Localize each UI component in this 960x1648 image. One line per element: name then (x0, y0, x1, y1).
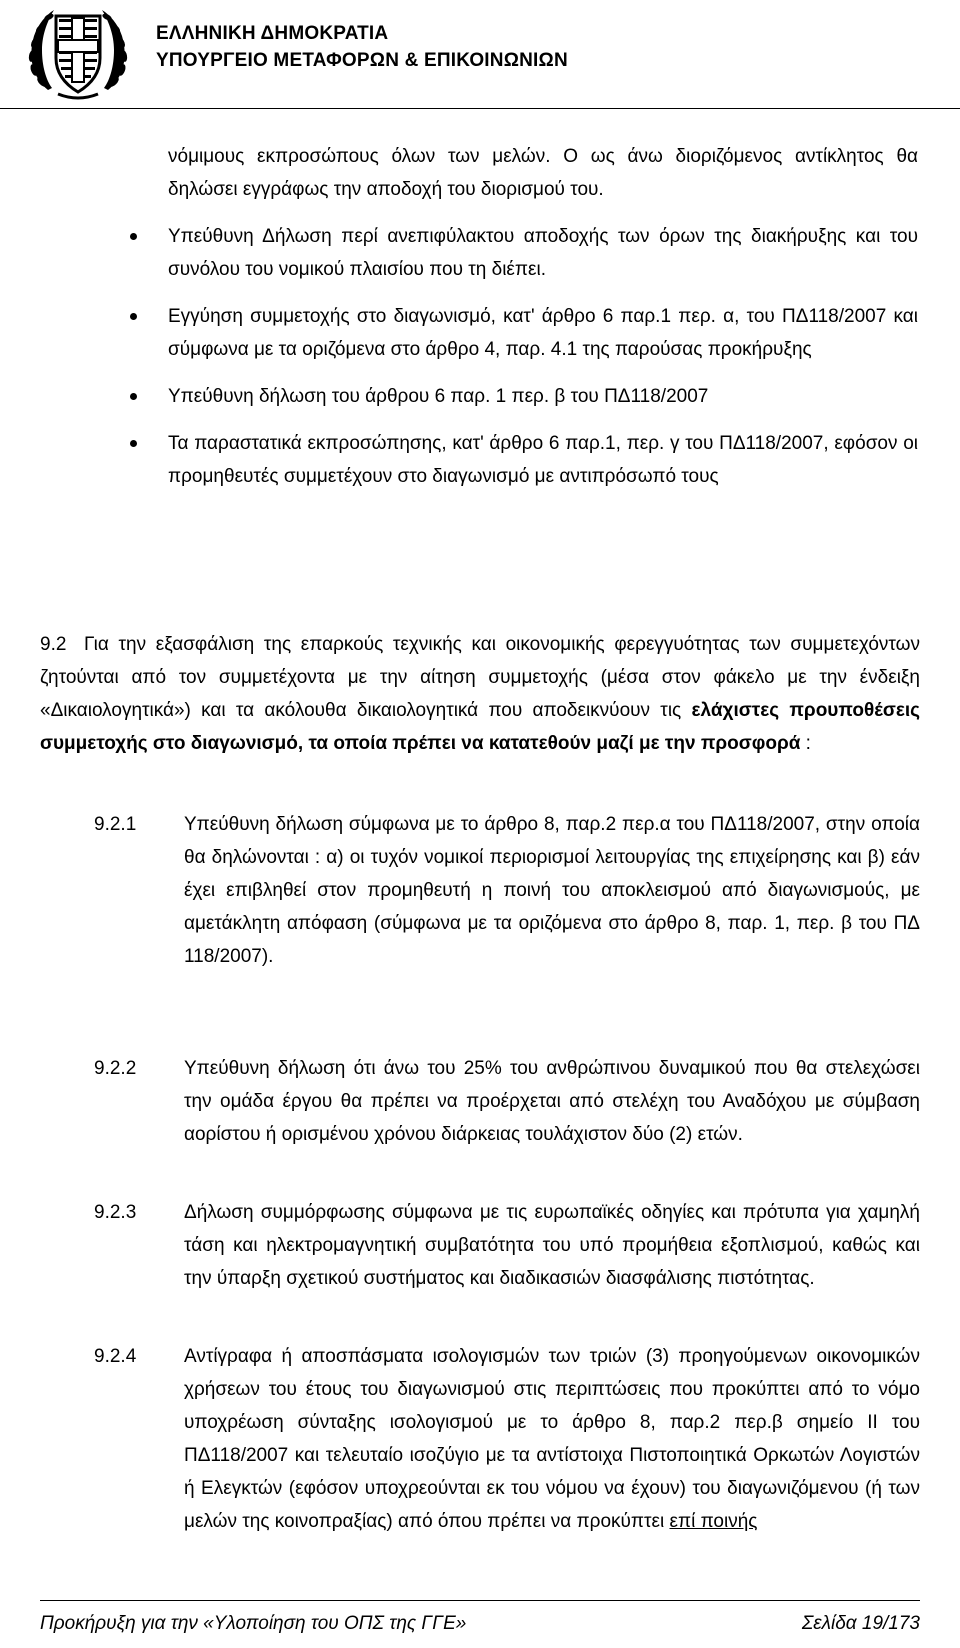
subsection-number: 9.2.4 (94, 1346, 137, 1367)
bullet-icon (130, 440, 137, 447)
list-item (130, 427, 918, 493)
document-bullet-list (130, 140, 918, 507)
subsection-text: Δήλωση συμμόρφωσης σύμφωνα με τις ευρωπαϊκές οδηγίες και πρότυπα για χαμηλή τάση και ηλεκτρομαγνητική συμβατότητα του υπό προμήθεια εξοπλισμού, καθώς και την ύπαρξη σχετικού συστήματος και διαδικασιών διασφάλισης πιστότητας. (184, 1202, 920, 1289)
country-name: ΕΛΛΗΝΙΚΗ ΔΗΜΟΚΡΑΤΙΑ (156, 23, 389, 44)
greek-coat-of-arms-icon (18, 2, 138, 102)
subsection-9-2-1 (94, 808, 920, 973)
subsection-text-underlined: επί ποινής (669, 1511, 758, 1532)
footer-divider (40, 1600, 920, 1601)
list-item-text: Τα παραστατικά εκπροσώπησης, κατ' άρθρο 6 παρ.1, περ. γ του ΠΔ118/2007, εφόσον οι προμηθευτές συμμετέχουν στο διαγωνισμό με αντιπρόσωπό τους (168, 433, 918, 487)
list-item (130, 220, 918, 286)
subsection-9-2-3 (94, 1196, 920, 1295)
footer-document-title: Προκήρυξη για την «Υλοποίηση του ΟΠΣ της ΓΓΕ» (40, 1613, 467, 1634)
list-item (130, 140, 918, 206)
subsection-number: 9.2.1 (94, 814, 137, 835)
list-item (130, 300, 918, 366)
section-text: Για την εξασφάλιση της επαρκούς τεχνικής και οικονομικής φερεγγυότητας των συμμετεχόντων ζητούνται από τον συμμετέχοντα με την αίτηση συμμετοχής (μέσα στον φάκελο με την ένδειξη «Δικαιολογητικά») και τα ακόλουθα δικαιολογητικά που αποδεικνύουν τις (40, 634, 920, 721)
list-item-text: Υπεύθυνη Δήλωση περί ανεπιφύλακτου αποδοχής των όρων της διακήρυξης και του συνόλου του νομικού πλαισίου που τη διέπει. (168, 226, 918, 280)
list-item-text: νόμιμους εκπροσώπους όλων των μελών. Ο ως άνω διοριζόμενος αντίκλητος θα δηλώσει εγγράφως την αποδοχή του διορισμού του. (168, 146, 918, 200)
list-item (130, 380, 918, 413)
section-text-end: : (800, 733, 811, 754)
subsection-number: 9.2.3 (94, 1202, 137, 1223)
subsection-number: 9.2.2 (94, 1058, 137, 1079)
subsection-9-2-2 (94, 1052, 920, 1151)
subsection-text: Υπεύθυνη δήλωση σύμφωνα με το άρθρο 8, παρ.2 περ.α του ΠΔ118/2007, στην οποία θα δηλώνονται : α) οι τυχόν νομικοί περιορισμοί λειτουργίας της επιχείρησης και β) εάν έχει επιβληθεί στον προμηθευτή η ποινή του αποκλεισμού από διαγωνισμούς, με αμετάκλητη απόφαση (σύμφωνα με τα οριζόμενα στο άρθρο 8, παρ. 1, περ. β του ΠΔ 118/2007). (184, 814, 920, 967)
list-item-text: Εγγύηση συμμετοχής στο διαγωνισμό, κατ' άρθρο 6 παρ.1 περ. α, του ΠΔ118/2007 και σύμφωνα με τα οριζόμενα στο άρθρο 4, παρ. 4.1 της παρούσας προκήρυξης (168, 306, 918, 360)
subsection-text: Υπεύθυνη δήλωση ότι άνω του 25% του ανθρώπινου δυναμικού που θα στελεχώσει την ομάδα έργου θα πρέπει να προέρχεται από στελέχη του Αναδόχου με σύμβαση αορίστου ή ορισμένου χρόνου διάρκειας τουλάχιστον δύο (2) ετών. (184, 1058, 920, 1145)
bullet-icon (130, 233, 137, 240)
page-header (0, 0, 960, 110)
header-divider (0, 108, 960, 109)
subsection-text-container (184, 1340, 920, 1538)
section-text-bold: ελάχιστες προυποθέσεις συμμετοχής στο διαγωνισμό, τα οποία πρέπει να κατατεθούν μαζί με την προσφορά (40, 700, 920, 754)
section-number: 9.2 (40, 634, 67, 655)
ministry-name: ΥΠΟΥΡΓΕΙΟ ΜΕΤΑΦΟΡΩΝ & ΕΠΙΚΟΙΝΩΝΙΩΝ (156, 50, 568, 71)
page-number: Σελίδα 19/173 (801, 1613, 920, 1634)
bullet-icon (130, 313, 137, 320)
header-text (156, 20, 568, 74)
section-9-2 (40, 628, 920, 760)
subsection-text: Αντίγραφα ή αποσπάσματα ισολογισμών των τριών (3) προηγούμενων οικονομικών χρήσεων του έτους του διαγωνισμού στις περιπτώσεις που προκύπτει από το νόμο υποχρέωση σύνταξης ισολογισμού με το άρθρο 8, παρ.2 περ.β σημείο ΙΙ του ΠΔ118/2007 και τελευταίο ισοζύγιο με τα αντίστοιχα Πιστοποιητικά Ορκωτών Λογιστών ή Ελεγκτών (εφόσον υποχρεούνται εκ του νόμου να έχουν) του διαγωνιζόμενου (ή των μελών της κοινοπραξίας) από όπου πρέπει να προκύπτει (184, 1346, 920, 1532)
page-footer (40, 1612, 920, 1636)
list-item-text: Υπεύθυνη δήλωση του άρθρου 6 παρ. 1 περ. β του ΠΔ118/2007 (168, 386, 709, 407)
bullet-icon (130, 393, 137, 400)
subsection-9-2-4 (94, 1340, 920, 1538)
